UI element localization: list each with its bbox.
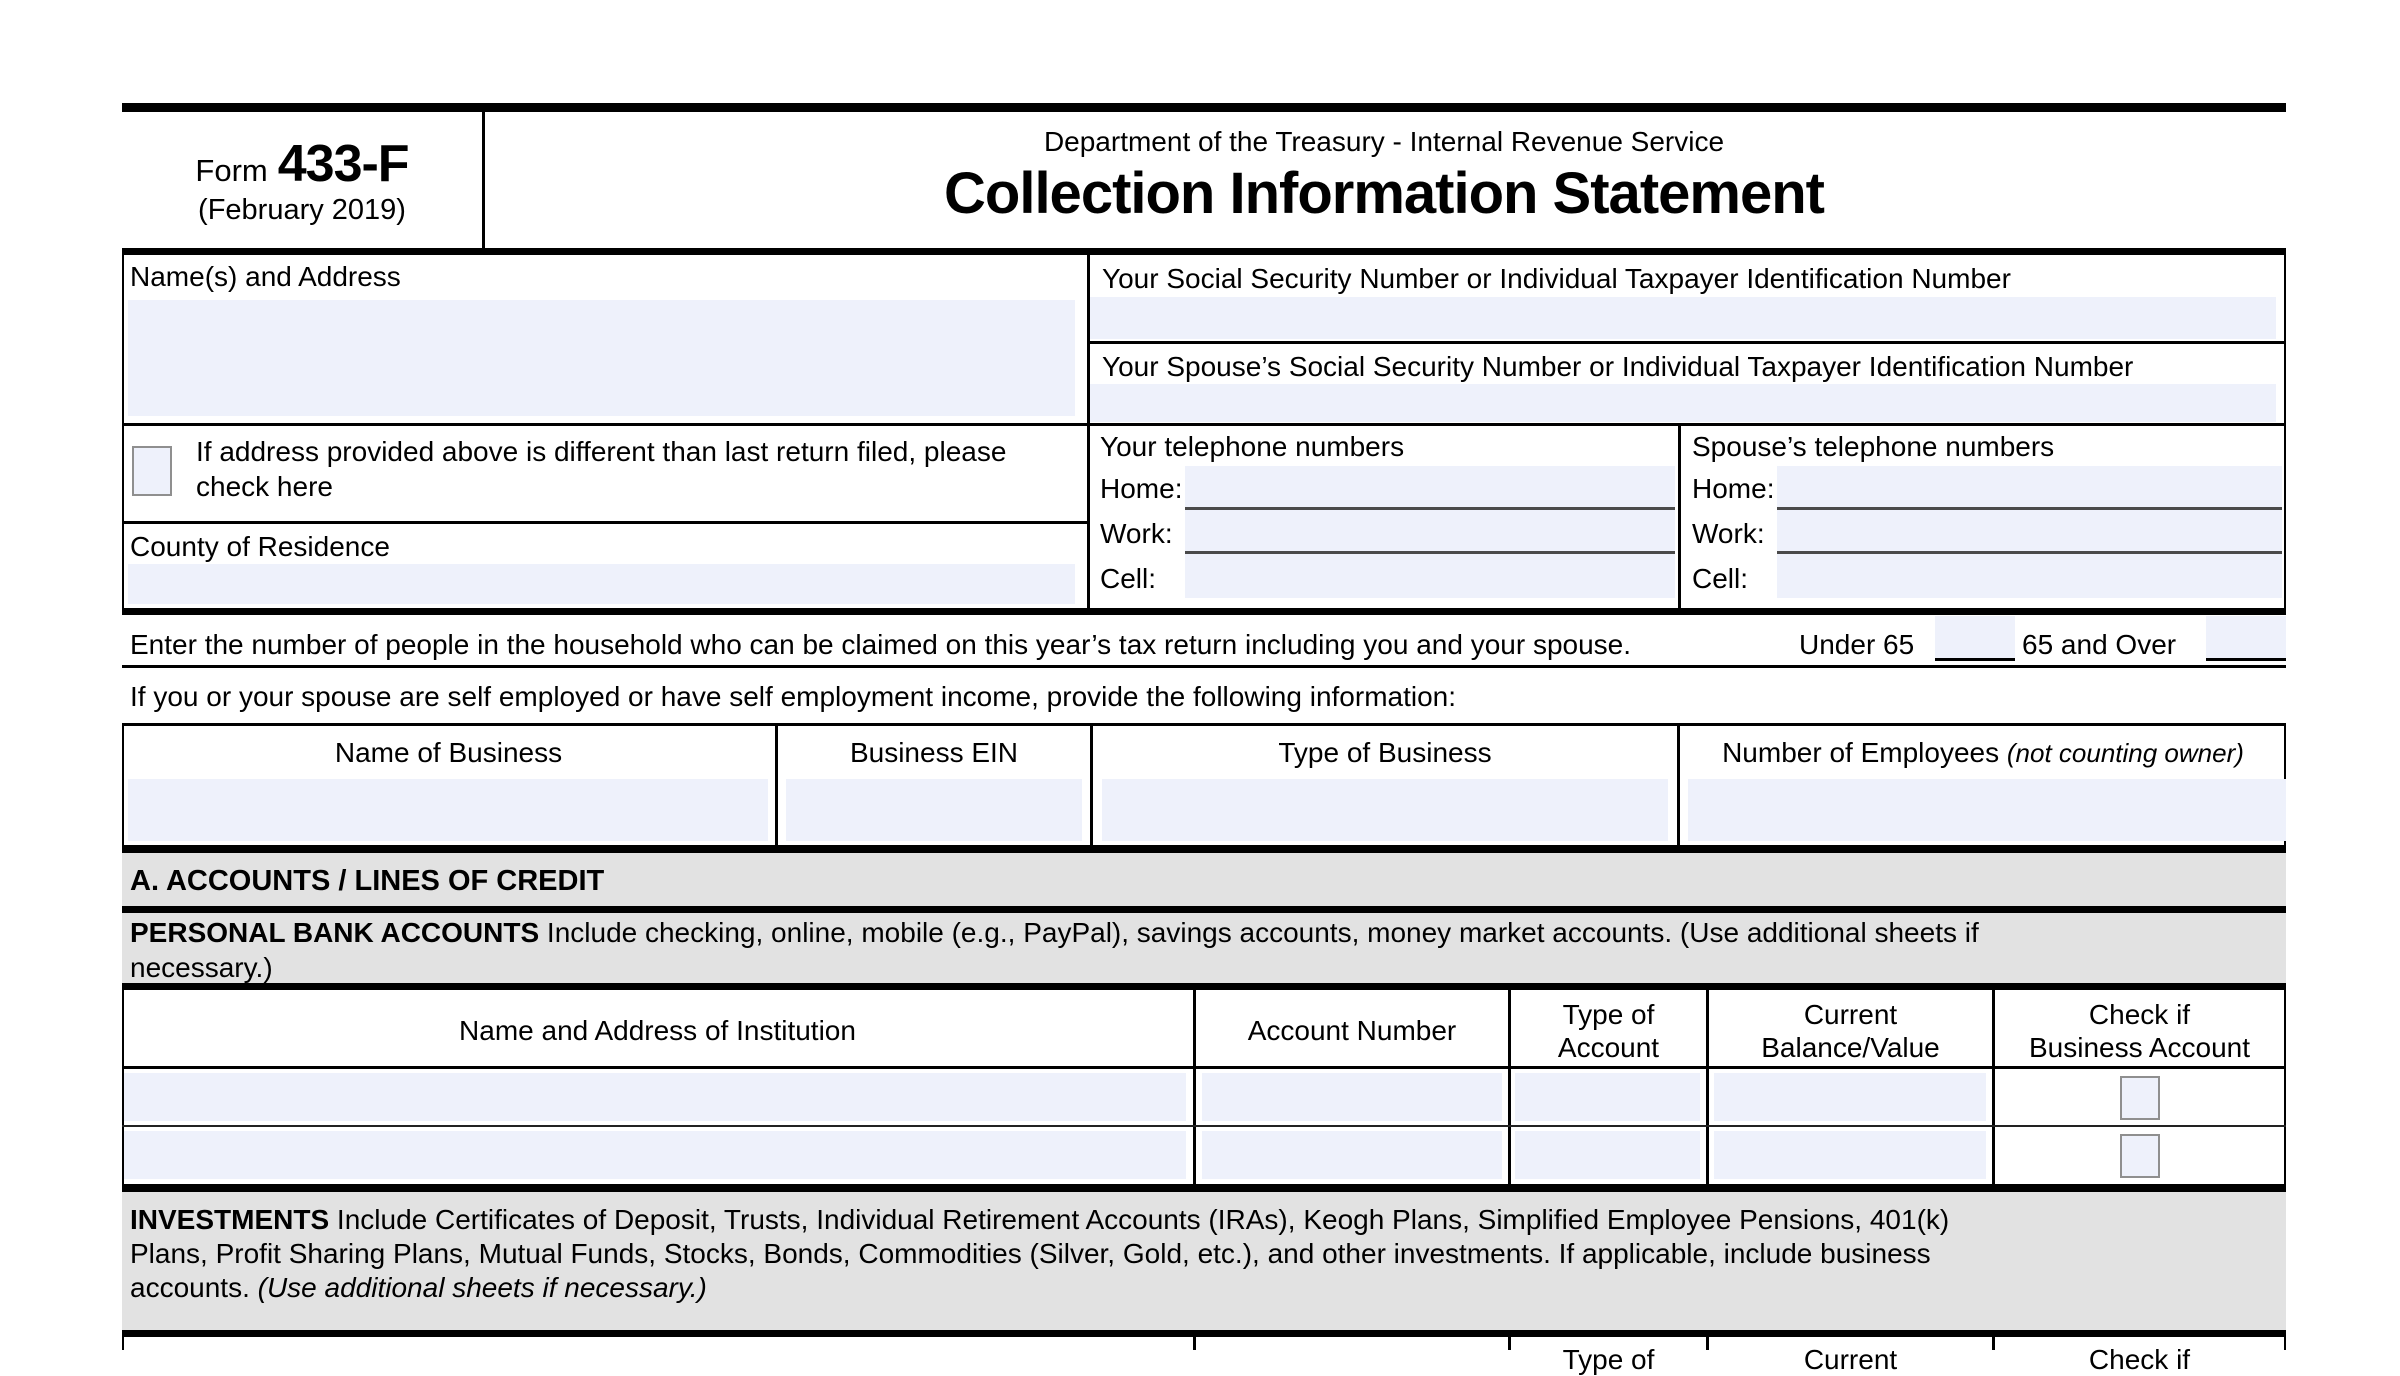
outer-right-border [2284,255,2286,608]
personal-bank-lead: PERSONAL BANK ACCOUNTS [130,917,540,948]
bank-row-rule [122,1125,2286,1127]
your-cell-input[interactable] [1185,554,1675,598]
form-number-box [122,112,482,248]
form-title-box [485,112,2283,248]
business-employees-input[interactable] [1688,779,2286,841]
your-home-label: Home: [1100,473,1183,504]
over-65-input[interactable] [2206,616,2286,661]
top-rule [122,103,2286,112]
form-revision: (February 2019) [198,193,406,226]
your-home-input[interactable] [1185,466,1675,507]
spouse-work-input[interactable] [1777,510,2282,551]
spouse-work-label: Work: [1692,518,1765,549]
employees-note: (not counting owner) [2006,738,2244,768]
next-account-type-header: Type of [1562,1344,1655,1375]
next-balance-header: Current [1803,1344,1898,1375]
account-number-input-row2[interactable] [1202,1131,1502,1179]
balance-input-row1[interactable] [1714,1073,1986,1121]
business-account-header: Check if Business Account [2028,999,2251,1063]
business-account-checkbox-row1[interactable] [2120,1076,2160,1120]
next-table-divider [1193,1337,1196,1350]
identity-bottom-rule [122,423,2286,426]
account-type-input-row1[interactable] [1515,1073,1700,1121]
business-type-header: Type of Business [1278,737,1492,768]
under-65-input[interactable] [1935,616,2015,661]
next-table-left-border [122,1337,124,1350]
spouse-home-label: Home: [1692,473,1775,504]
over-65-label: 65 and Over [2022,629,2177,660]
bank-header-rule [122,1066,2286,1069]
personal-bank-rule [122,983,2286,990]
name-address-label: Name(s) and Address [130,261,401,292]
your-ssn-input[interactable] [1090,297,2276,339]
business-name-input[interactable] [128,779,768,841]
header-bottom-rule [122,248,2286,255]
county-input[interactable] [128,564,1075,604]
investments-line3: accounts. (Use additional sheets if necessary.) [130,1272,707,1303]
name-address-input[interactable] [128,300,1075,416]
bank-table-right-border [2284,990,2286,1184]
next-table-right-border [2284,1337,2286,1350]
section-a-rule [122,906,2286,913]
form-body [122,0,2286,1375]
spouse-ssn-label: Your Spouse’s Social Security Number or Individual Taxpayer Identification Number [1102,351,2134,382]
section-a-band [122,853,2286,906]
checkbox-row-rule [122,521,1087,524]
institution-input-row1[interactable] [124,1073,1186,1121]
account-type-header: Type of Account [1557,999,1660,1063]
household-text: Enter the number of people in the household who can be claimed on this year’s tax return including you and your spouse. [130,629,1632,660]
form-number: 433-F [277,134,409,193]
investments-line1: INVESTMENTS Include Certificates of Deposit, Trusts, Individual Retirement Accounts (IRAs), Keogh Plans, Simplified Employee Pensions, 401(k) [130,1204,1950,1235]
investments-note: (Use additional sheets if necessary.) [257,1272,707,1303]
your-work-label: Work: [1100,518,1173,549]
outer-left-border [122,255,124,608]
next-business-account-header: Check if [2088,1344,2191,1375]
investments-line2: Plans, Profit Sharing Plans, Mutual Funds, Stocks, Bonds, Commodities (Silver, Gold, etc.), and other investments. If applicable, include business [130,1238,1931,1269]
spouse-ssn-input[interactable] [1090,384,2276,422]
institution-input-row2[interactable] [124,1131,1186,1179]
business-ein-input[interactable] [786,779,1082,841]
contact-bottom-rule [122,608,2286,615]
under-65-label: Under 65 [1799,629,1915,660]
balance-input-row2[interactable] [1714,1131,1986,1179]
address-different-label: If address provided above is different than last return filed, please check here [196,436,1007,502]
section-a-title: A. ACCOUNTS / LINES OF CREDIT [130,865,605,897]
business-account-checkbox-row2[interactable] [2120,1134,2160,1178]
business-ein-header: Business EIN [849,737,1019,768]
balance-header: Current Balance/Value [1761,999,1940,1063]
account-type-input-row2[interactable] [1515,1131,1700,1179]
spouse-cell-input[interactable] [1777,554,2282,598]
investments-rule [122,1330,2286,1337]
business-name-header: Name of Business [334,737,563,768]
personal-bank-band [122,913,2286,983]
personal-bank-line1: PERSONAL BANK ACCOUNTS Include checking, online, mobile (e.g., PayPal), savings accounts, money market accounts. (Use additional sheets if [130,917,1979,948]
ssn-divider [1090,341,2286,344]
institution-header: Name and Address of Institution [459,1015,856,1046]
form-word: Form [195,152,268,188]
phones-column-divider [1678,426,1681,608]
investments-band [122,1192,2286,1330]
account-number-header: Account Number [1247,1015,1457,1046]
business-employees-header: Number of Employees (not counting owner) [1722,737,2244,768]
personal-bank-line2: necessary.) [130,952,273,983]
your-ssn-label: Your Social Security Number or Individual Taxpayer Identification Number [1102,263,2011,294]
spouse-home-input[interactable] [1777,466,2282,507]
self-employment-intro: If you or your spouse are self employed or have self employment income, provide the following information: [130,681,1457,712]
account-number-input-row1[interactable] [1202,1073,1502,1121]
county-label: County of Residence [130,531,390,562]
address-different-checkbox[interactable] [132,446,172,496]
spouse-phones-label: Spouse’s telephone numbers [1692,431,2055,462]
investments-lead: INVESTMENTS [130,1204,330,1235]
business-table-bottom-rule [122,845,2286,853]
business-type-input[interactable] [1102,779,1668,841]
your-phones-label: Your telephone numbers [1100,431,1405,462]
household-rule [122,665,2286,668]
your-cell-label: Cell: [1100,563,1157,594]
your-work-input[interactable] [1185,510,1675,551]
page-title: Collection Information Statement [944,161,1824,226]
spouse-cell-label: Cell: [1692,563,1749,594]
business-table-top-rule [122,723,2286,726]
agency-line: Department of the Treasury - Internal Revenue Service [1043,126,1725,157]
bank-table-bottom-rule [122,1184,2286,1192]
